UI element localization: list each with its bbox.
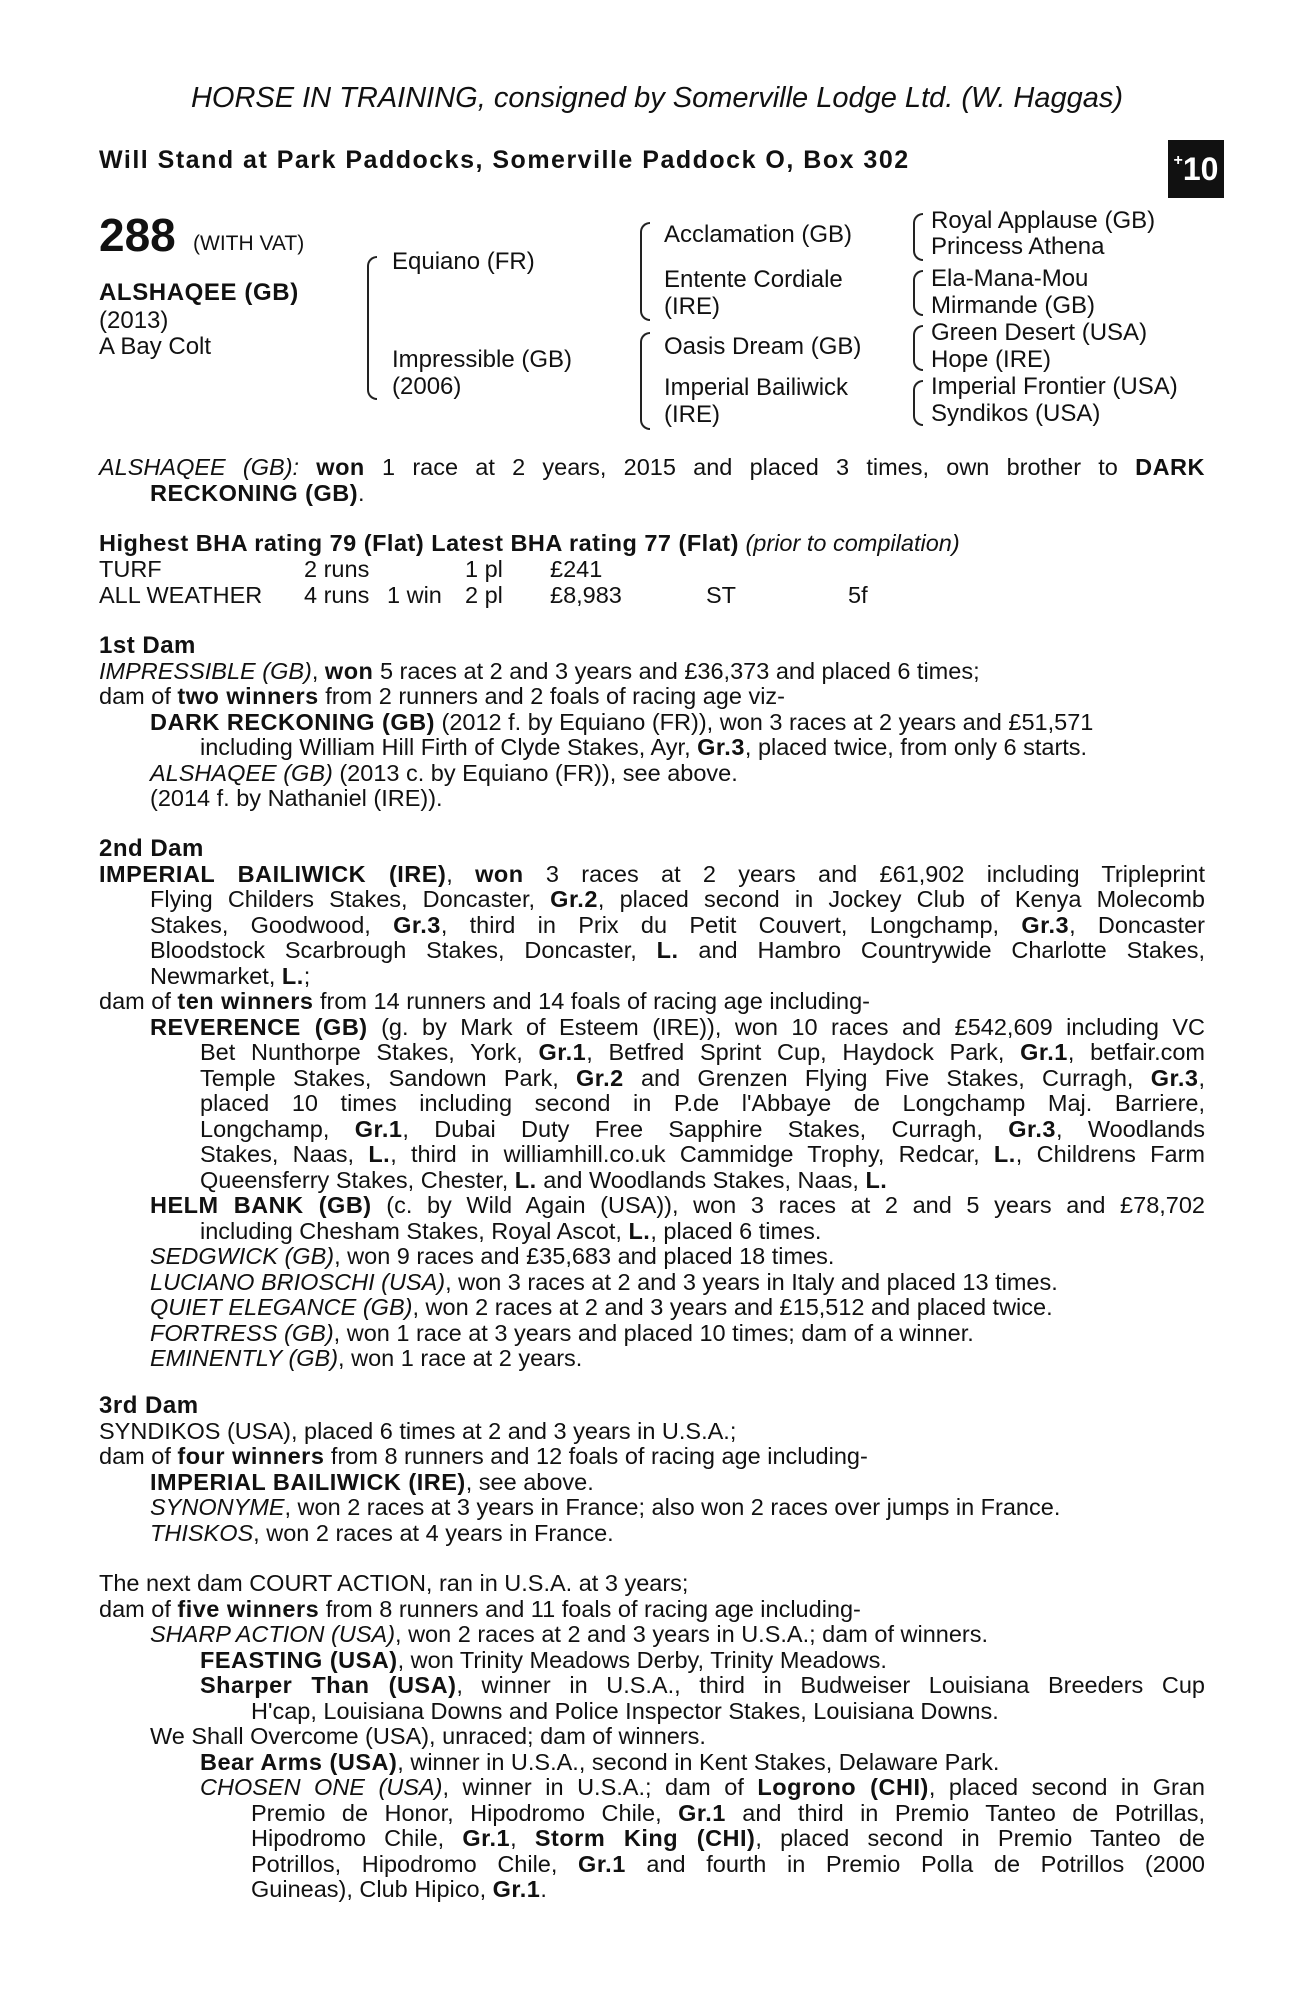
first-dam-line: (2014 f. by Nathaniel (IRE)).	[150, 785, 443, 811]
third-dam-section	[99, 1393, 1205, 1546]
second-dam-line: FORTRESS (GB), won 1 race at 3 years and placed 10 times; dam of a winner.	[150, 1319, 974, 1346]
second-dam-section	[99, 836, 1205, 1372]
lot-category-badge	[1168, 140, 1224, 198]
second-dam-line: Flying Childers Stakes, Doncaster, Gr.2, placed second in Jockey Club of Kenya Molecomb	[150, 886, 1205, 912]
next-dam-line: We Shall Overcome (USA), unraced; dam of winners.	[150, 1723, 706, 1749]
third-dam-line: SYNONYME, won 2 races at 3 years in France; also won 2 races over jumps in France.	[150, 1494, 1061, 1520]
pedigree-sire-sire: Acclamation (GB)	[664, 221, 853, 248]
second-dam-line: QUIET ELEGANCE (GB), won 2 races at 2 and 3 years and £15,512 and placed twice.	[150, 1294, 1053, 1320]
badge-number: 10	[1182, 150, 1219, 187]
second-dam-line: including Chesham Stakes, Royal Ascot, L., placed 6 times.	[200, 1217, 822, 1244]
pedigree-ggp-5: Green Desert (USA)	[931, 319, 1148, 346]
third-dam-line: THISKOS, won 2 races at 4 years in France.	[150, 1519, 614, 1546]
pedigree-ggp-1: Royal Applause (GB)	[931, 207, 1156, 234]
next-dam-line: SHARP ACTION (USA), won 2 races at 2 and 3 years in U.S.A.; dam of winners.	[150, 1621, 989, 1647]
horse-year: (2013)	[99, 307, 169, 334]
summary-line-2: RECKONING (GB).	[150, 479, 365, 506]
second-dam-line: Stakes, Goodwood, Gr.3, third in Prix du Petit Couvert, Longchamp, Gr.3, Doncaster	[150, 911, 1205, 938]
third-dam-line: IMPERIAL BAILIWICK (IRE), see above.	[150, 1468, 594, 1495]
second-dam-line: Temple Stakes, Sandown Park, Gr.2 and Grenzen Flying Five Stakes, Curragh, Gr.3,	[200, 1064, 1205, 1091]
pedigree-ggp-3: Ela-Mana-Mou	[931, 265, 1089, 292]
first-dam-line: IMPRESSIBLE (GB), won 5 races at 2 and 3 years and £36,373 and placed 6 times;	[99, 657, 980, 684]
second-dam-line: placed 10 times including second in P.de l'Abbaye de Longchamp Maj. Barriere,	[200, 1090, 1205, 1116]
second-dam-line: LUCIANO BRIOSCHI (USA), won 3 races at 2 and 3 years in Italy and placed 13 times.	[150, 1268, 1058, 1295]
next-dam-line: Hipodromo Chile, Gr.1, Storm King (CHI), placed second in Premio Tanteo de	[251, 1825, 1205, 1851]
horse-name: ALSHAQEE (GB)	[99, 279, 299, 306]
second-dam-line: HELM BANK (GB) (c. by Wild Again (USA)), won 3 races at 2 and 5 years and £78,702	[150, 1192, 1205, 1218]
second-dam-line: SEDGWICK (GB), won 9 races and £35,683 and placed 18 times.	[150, 1243, 835, 1269]
pedigree-sire: Equiano (FR)	[392, 248, 535, 275]
pedigree-ggp-2: Princess Athena	[931, 233, 1105, 260]
ggp-bracket-4	[913, 380, 923, 426]
pedigree-ggp-4: Mirmande (GB)	[931, 292, 1096, 319]
lot-vat: (WITH VAT)	[193, 232, 305, 255]
horse-description: A Bay Colt	[99, 333, 212, 360]
second-dam-line: IMPERIAL BAILIWICK (IRE), won 3 races at 2 years and £61,902 including Tripleprint	[99, 860, 1206, 887]
page-header-title: HORSE IN TRAINING, consigned by Somerville Lodge Ltd. (W. Haggas)	[190, 82, 1124, 114]
race-summary	[99, 455, 1205, 506]
second-dam-heading: 2nd Dam	[99, 835, 204, 862]
next-dam-line: FEASTING (USA), won Trinity Meadows Derby, Trinity Meadows.	[200, 1646, 887, 1673]
second-dam-line: Bloodstock Scarbrough Stakes, Doncaster, L. and Hambro Countrywide Charlotte Stakes,	[150, 937, 1205, 963]
second-dam-line: Longchamp, Gr.1, Dubai Duty Free Sapphire Stakes, Curragh, Gr.3, Woodlands	[200, 1115, 1205, 1142]
next-dam-line: Potrillos, Hipodromo Chile, Gr.1 and fourth in Premio Polla de Potrillos (2000	[251, 1850, 1205, 1877]
second-dam-line: EMINENTLY (GB), won 1 race at 2 years.	[150, 1345, 583, 1371]
sire-parents-bracket	[640, 222, 650, 321]
pedigree-dam-sire: Oasis Dream (GB)	[664, 333, 862, 360]
next-dam-line: Guineas), Club Hipico, Gr.1.	[251, 1876, 547, 1902]
summary-line-1: ALSHAQEE (GB): won 1 race at 2 years, 2015 and placed 3 times, own brother to DARK	[99, 454, 1205, 480]
first-dam-line: dam of two winners from 2 runners and 2 foals of racing age viz-	[99, 683, 785, 709]
next-dam-line: The next dam COURT ACTION, ran in U.S.A. at 3 years;	[99, 1570, 689, 1596]
pedigree-sire-dam-country: (IRE)	[664, 293, 720, 320]
pedigree-sire-dam: Entente Cordiale	[664, 266, 843, 293]
pedigree-dam: Impressible (GB)	[392, 346, 573, 373]
third-dam-heading: 3rd Dam	[99, 1392, 199, 1419]
third-dam-line: dam of four winners from 8 runners and 12 foals of racing age including-	[99, 1443, 868, 1469]
second-dam-line: Bet Nunthorpe Stakes, York, Gr.1, Betfred Sprint Cup, Haydock Park, Gr.1, betfair.com	[200, 1039, 1206, 1065]
next-dam-line: CHOSEN ONE (USA), winner in U.S.A.; dam of Logrono (CHI), placed second in Gran	[200, 1774, 1205, 1800]
second-dam-line: Stakes, Naas, L., third in williamhill.co.uk Cammidge Trophy, Redcar, L., Childrens Farm	[200, 1141, 1205, 1167]
catalogue-page: HORSE IN TRAINING, consigned by Somerville Lodge Ltd. (W. Haggas) Will Stand at Park Paddocks, Somerville Paddock O, Box 302 + 10 288 (WITH VAT) ALSHAQEE (GB) (2013) A Bay Colt Equiano (FR) Impressible (GB) (2006) Acclamation (GB) Entente Cordiale (IRE) Oasis Dream (GB) Imperial Bailiwick (IRE) Royal Applause (GB) Princess Athena Ela-Mana-Mou Mirmande (GB) Green Desert (USA) Hope (IRE) Imperial Frontier (USA) Syndikos (USA) ALSHAQEE (GB): won 1 race at 2 years, 2015 and placed 3 times, own brother to DARK RECKONING (GB). Highest BHA rating 79 (Flat) Latest BHA rating 77 (Flat) (prior to compilation) TURF 2 runs 1 pl £241 ALL WEATHER 4 runs 1 win 2 pl £8,983 ST 5f 1st Dam IMPRESSIBLE (GB), won 5 races at 2 and 3 years and £36,373 and placed 6 times; dam of two winners from 2 runners and 2 foals of racing age viz- DARK RECKONING (GB) (2012 f. by Equiano (FR)), won 3 races at 2 years and £51,571 including William Hill Firth of Clyde Stakes, Ayr, Gr.3, placed twice, from only 6 starts. ALSHAQEE (GB) (2013 c. by Equiano (FR)), see above. (2014 f. by Nathaniel (IRE)). 2nd Dam IMPERIAL BAILIWICK (IRE), won 3 races at 2 years and £61,902 including Tripleprint Flying Childers Stakes, Doncaster, Gr.2, placed second in Jockey Club of Kenya Molecomb Stakes, Goodwood, Gr.3, third in Prix du Petit Couvert, Longchamp, Gr.3, Doncaster Bloodstock Scarbrough Stakes, Doncaster, L. and Hambro Countrywide Charlotte Stakes, Newmarket, L.; dam of ten winners from 14 runners and 14 foals of racing age including- REVERENCE (GB) (g. by Mark of Esteem (IRE)), won 10 races and £542,609 including VC Bet Nunthorpe Stakes, York, Gr.1, Betfred Sprint Cup, Haydock Park, Gr.1, betfair.com Temple Stakes, Sandown Park, Gr.2 and Grenzen Flying Five Stakes, Curragh, Gr.3, placed 10 times including second in P.de l'Abbaye de Longchamp Maj. Barriere, Longchamp, Gr.1, Dubai Duty Free Sapphire Stakes, Curragh, Gr.3, Woodlands Stakes, Naas, L., third in williamhill.co.uk Cammidge Trophy, Redcar, L., Childrens Farm Queensferry Stakes, Chester, L. and Woodlands Stakes, Naas, L. HELM BANK (GB) (c. by Wild Again (USA)), won 3 races at 2 and 5 years and £78,702 including Chesham Stakes, Royal Ascot, L., placed 6 times. SEDGWICK (GB), won 9 races and £35,683 and placed 18 times. LUCIANO BRIOSCHI (USA), won 3 races at 2 and 3 years in Italy and placed 13 times. QUIET ELEGANCE (GB), won 2 races at 2 and 3 years and £15,512 and placed twice. FORTRESS (GB), won 1 race at 3 years and placed 10 times; dam of a winner. EMINENTLY (GB), won 1 race at 2 years. 3rd Dam SYNDIKOS (USA), placed 6 times at 2 and 3 years in U.S.A.; dam of four winners from 8 runners and 12 foals of racing age including- IMPERIAL BAILIWICK (IRE), see above. SYNONYME, won 2 races at 3 years in France; also won 2 races over jumps in France. THISKOS, won 2 races at 4 years in France. The next dam COURT ACTION, ran in U.S.A. at 3 years; dam of five winners from 8 runners and 11 foals of racing age including- SHARP ACTION (USA), won 2 races at 2 and 3 years in U.S.A.; dam of winners. FEASTING (USA), won Trinity Meadows Derby, Trinity Meadows. Sharper Than (USA), winner in U.S.A., third in Budweiser Louisiana Breeders Cup H'cap, Louisiana Downs and Police Inspector Stakes, Louisiana Downs. We Shall Overcome (USA), unraced; dam of winners. Bear Arms (USA), winner in U.S.A., second in Kent Stakes, Delaware Park. CHOSEN ONE (USA), winner in U.S.A.; dam of Logrono (CHI), placed second in Gran Premio de Honor, Hipodromo Chile, Gr.1 and third in Premio Tanteo de Potrillas, Hipodromo Chile, Gr.1, Storm King (CHI), placed second in Premio Tanteo de Potrillos, Hipodromo Chile, Gr.1 and fourth in Premio Polla de Potrillos (2000 Guineas), Club Hipico, Gr.1.	[0, 0, 1314, 2000]
first-dam-heading: 1st Dam	[99, 632, 196, 659]
next-dam-line: Bear Arms (USA), winner in U.S.A., second in Kent Stakes, Delaware Park.	[200, 1748, 1000, 1775]
first-dam-section	[99, 633, 1205, 812]
next-dam-section	[99, 1571, 1205, 1903]
third-dam-line: SYNDIKOS (USA), placed 6 times at 2 and 3 years in U.S.A.;	[99, 1417, 737, 1444]
rating-line: Highest BHA rating 79 (Flat) Latest BHA rating 77 (Flat) (prior to compilation)	[99, 530, 960, 556]
second-dam-line: dam of ten winners from 14 runners and 14 foals of racing age including-	[99, 988, 870, 1014]
dam-parents-bracket	[640, 332, 650, 430]
first-dam-line: including William Hill Firth of Clyde Stakes, Ayr, Gr.3, placed twice, from only 6 starts.	[200, 734, 1088, 760]
ggp-bracket-2	[913, 270, 923, 316]
second-dam-line: Newmarket, L.;	[150, 962, 311, 989]
next-dam-line: dam of five winners from 8 runners and 11 foals of racing age including-	[99, 1595, 861, 1622]
pedigree-dam-dam-country: (IRE)	[664, 401, 720, 428]
pedigree-ggp-6: Hope (IRE)	[931, 346, 1052, 373]
second-dam-line: Queensferry Stakes, Chester, L. and Woodlands Stakes, Naas, L.	[200, 1166, 888, 1193]
first-dam-line: ALSHAQEE (GB) (2013 c. by Equiano (FR)), see above.	[150, 759, 738, 786]
badge-plus: +	[1173, 152, 1183, 169]
pedigree-ggp-8: Syndikos (USA)	[931, 400, 1101, 427]
lot-number: 288	[99, 209, 176, 261]
first-dam-line: DARK RECKONING (GB) (2012 f. by Equiano (FR)), won 3 races at 2 years and £51,571	[150, 708, 1094, 735]
next-dam-line: Premio de Honor, Hipodromo Chile, Gr.1 and third in Premio Tanteo de Potrillas,	[251, 1799, 1205, 1826]
ggp-bracket-3	[913, 325, 923, 371]
second-dam-line: REVERENCE (GB) (g. by Mark of Esteem (IRE)), won 10 races and £542,609 including VC	[150, 1013, 1206, 1040]
pedigree-dam-dam: Imperial Bailiwick	[664, 374, 849, 401]
ggp-bracket-1	[913, 213, 923, 261]
sire-dam-bracket	[367, 256, 377, 400]
stand-location: Will Stand at Park Paddocks, Somerville Paddock O, Box 302	[99, 146, 910, 174]
pedigree-dam-year: (2006)	[392, 373, 462, 400]
next-dam-line: H'cap, Louisiana Downs and Police Inspector Stakes, Louisiana Downs.	[251, 1697, 999, 1724]
next-dam-line: Sharper Than (USA), winner in U.S.A., third in Budweiser Louisiana Breeders Cup	[200, 1672, 1205, 1698]
pedigree-ggp-7: Imperial Frontier (USA)	[931, 373, 1178, 400]
bha-rating	[99, 531, 1205, 557]
